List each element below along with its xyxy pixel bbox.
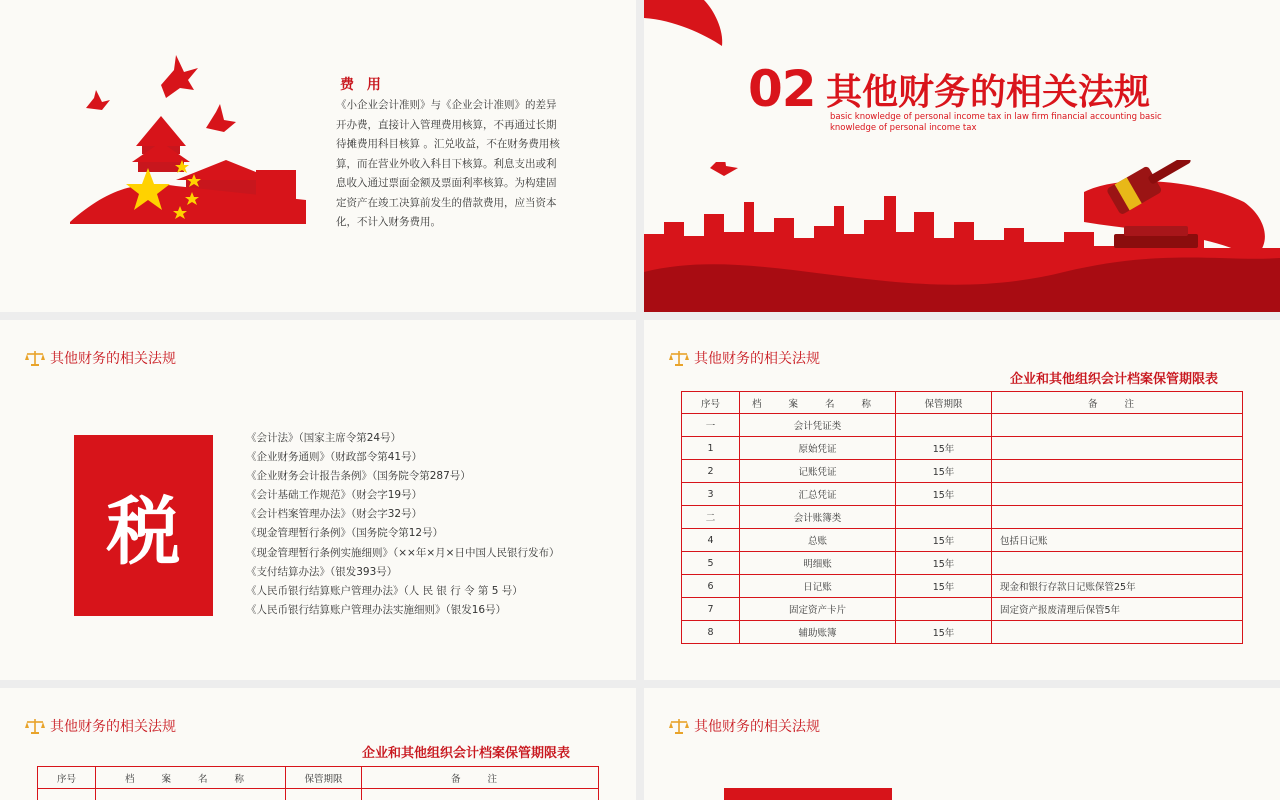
table-row [682,529,1243,552]
section-header-title: 其他财务的相关法规 [694,351,820,367]
table-row [682,621,1243,644]
section-header [24,348,176,368]
slide-archive-table[interactable] [644,320,1280,680]
tax-card [74,435,213,616]
section-header-title: 其他财务的相关法规 [50,719,176,735]
topic-banner [724,788,892,800]
section-header-title: 其他财务的相关法规 [694,719,820,735]
archive-table [681,391,1243,644]
cell: 记账凭证 [740,460,896,483]
cell [286,789,362,800]
list-item: 《现金管理暂行条例实施细则》（××年×月×日中国人民银行发布） [246,546,560,559]
cell: 8 [682,621,740,644]
table-row [682,598,1243,621]
scales-icon [668,349,690,367]
cell: 会计凭证类 [740,414,896,437]
tax-character: 税 [106,488,181,575]
list-item: 《企业财务通则》（财政部令第41号） [246,451,423,464]
slide-expenses[interactable] [0,0,636,312]
table-row [38,789,599,800]
list-item: 《会计基础工作规范》（财会字19号） [246,489,423,502]
section-header [24,716,176,736]
dove-icon [710,162,738,176]
scales-icon [668,717,690,735]
dove-icon [86,90,110,110]
table-row [682,552,1243,575]
table-title: 企业和其他组织会计档案保管期限表 [1010,372,1219,387]
cell [992,552,1243,575]
expenses-heading: 费 用 [340,77,385,93]
cell: 2 [682,460,740,483]
cell: 明细账 [740,552,896,575]
gavel-icon [1094,160,1204,270]
section-title: 其他财务的相关法规 [826,72,1151,113]
cell: 固定资产报废清理后保管5年 [992,598,1243,621]
cell: 固定资产卡片 [740,598,896,621]
section-number: 02 [748,60,816,118]
col-header-name: 档 案 名 称 [740,392,896,414]
cell: 15年 [896,437,992,460]
cell: 包括日记账 [992,529,1243,552]
cell: 日记账 [740,575,896,598]
cell [896,414,992,437]
ribbon-icon [644,0,734,60]
table-header-row [38,767,599,789]
cell: 15年 [896,621,992,644]
archive-table [37,766,599,800]
scales-icon [24,717,46,735]
col-header-period: 保管期限 [896,392,992,414]
table-row [682,437,1243,460]
table-row [682,414,1243,437]
law-list [246,429,559,620]
expenses-body: 《小企业会计准则》与《企业会计准则》的差异开办费，直接计入管理费用核算，不再通过长期待摊费用科目核算 。汇兑收益，不在财务费用核算，而在营业外收入科目下核算。利息支出或利息收入通过票面金额及票面利率核算。为构建固定资产在竣工决算前发生的借款费用，应当资本化，不计入财务费用。 [336,99,560,228]
list-item: 《现金管理暂行条例》（国务院令第12号） [246,527,444,540]
cell: 15年 [896,552,992,575]
col-header-remark: 备 注 [362,767,599,789]
list-item: 《会计档案管理办法》（财会字32号） [246,508,423,521]
list-item: 《企业财务会计报告条例》（国务院令第287号） [246,470,471,483]
tiananmen-icon [66,50,316,230]
col-header-period: 保管期限 [286,767,362,789]
cell: 15年 [896,460,992,483]
col-header-no: 序号 [38,767,96,789]
table-row [682,483,1243,506]
cell: 15年 [896,575,992,598]
cell [896,506,992,529]
cell: 汇总凭证 [740,483,896,506]
section-subtitle: basic knowledge of personal income tax in law firm financial accounting basic knowledge of personal income tax [830,112,1162,133]
cell: 15年 [896,483,992,506]
cell: 5 [682,552,740,575]
slide-regulations-list[interactable] [0,320,636,680]
table-title: 企业和其他组织会计档案保管期限表 [362,746,571,761]
cell [992,483,1243,506]
cell: 1 [682,437,740,460]
list-item: 《人民币银行结算账户管理办法》（人 民 银 行 令 第 5 号） [246,584,523,597]
slide-archive-table-2[interactable] [0,688,636,800]
cell: 二 [682,506,740,529]
cell: 6 [682,575,740,598]
dove-icon [161,55,198,98]
section-header [668,716,820,736]
section-header [668,348,820,368]
list-item: 《人民币银行结算账户管理办法实施细则》（银发16号） [246,603,507,616]
cell: 一 [682,414,740,437]
cell: 原始凭证 [740,437,896,460]
cell: 4 [682,529,740,552]
list-item: 《支付结算办法》（银发393号） [246,565,398,578]
cell: 3 [682,483,740,506]
table-row [682,506,1243,529]
list-item: 《会计法》（国家主席令第24号） [246,432,402,444]
cell [96,789,286,800]
cell [992,460,1243,483]
col-header-remark: 备 注 [992,392,1243,414]
table-row [682,575,1243,598]
cell: 15年 [896,529,992,552]
col-header-name: 档 案 名 称 [96,767,286,789]
slide-section-cover[interactable] [644,0,1280,312]
cell: 会计账簿类 [740,506,896,529]
slide-archive-handover[interactable] [644,688,1280,800]
cell [38,789,96,800]
cell: 辅助账簿 [740,621,896,644]
scales-icon [24,349,46,367]
section-header-title: 其他财务的相关法规 [50,351,176,367]
cell [992,437,1243,460]
cell [992,621,1243,644]
cell [896,598,992,621]
cell [362,789,599,800]
cell: 总账 [740,529,896,552]
cell [992,506,1243,529]
col-header-no: 序号 [682,392,740,414]
cell: 7 [682,598,740,621]
table-header-row [682,392,1243,414]
dove-icon [206,104,236,132]
table-row [682,460,1243,483]
cell [992,414,1243,437]
cell: 现金和银行存款日记账保管25年 [992,575,1243,598]
